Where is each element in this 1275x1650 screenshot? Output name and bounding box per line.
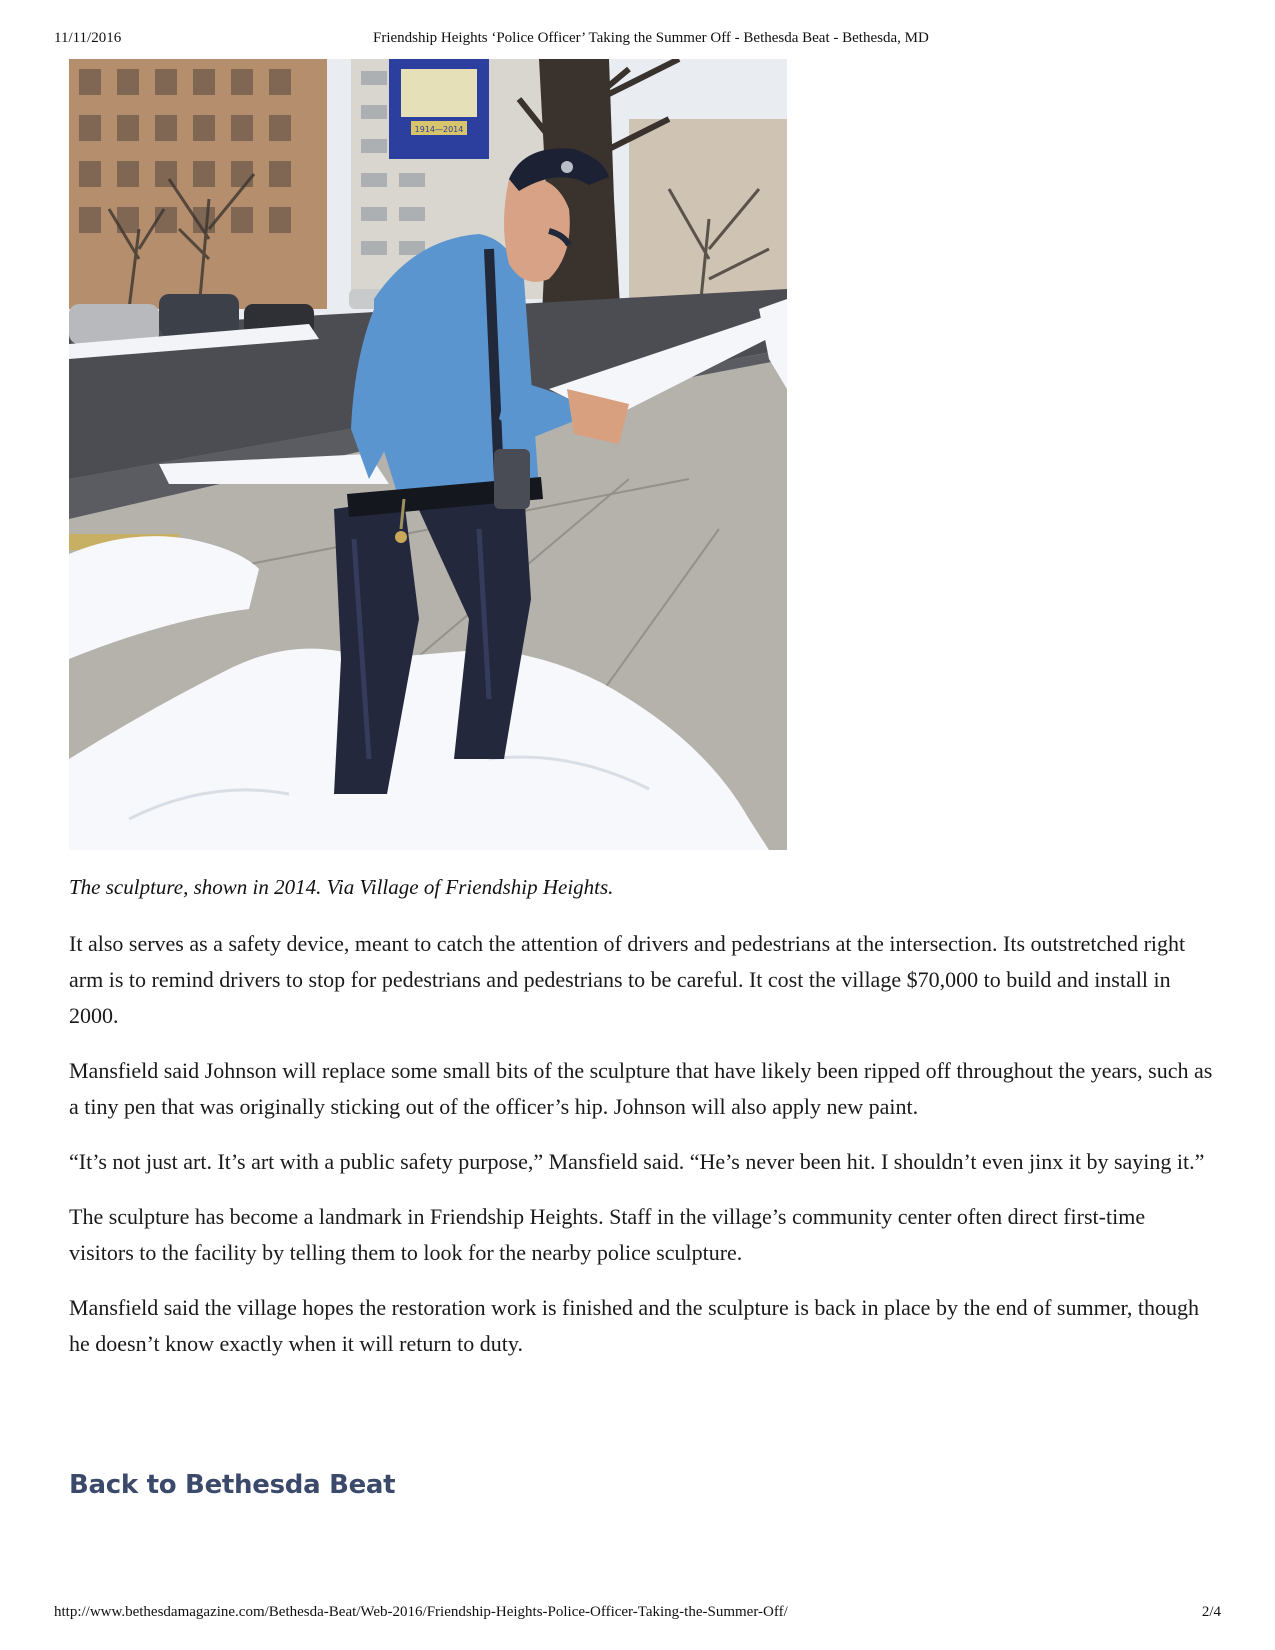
print-date: 11/11/2016 [54,30,122,46]
article-paragraph: Mansfield said the village hopes the restoration work is finished and the sculpture is back in place by the end of summer, though he doesn’t know exactly when it will return to duty. [69,1295,1200,1356]
print-url: http://www.bethesdamagazine.com/Bethesda-Beat/Web-2016/Friendship-Heights-Police-Officer-Taking-the-Summer-Off/ [54,1604,788,1620]
article-photo [69,59,787,850]
page-number: 2/4 [1201,1604,1221,1620]
article-paragraph: Mansfield said Johnson will replace some small bits of the sculpture that have likely been ripped off throughout the years, such as a tiny pen that was originally sticking out of the officer’s hip. Johnson will also apply new paint. [69,1058,1213,1119]
photo-caption: The sculpture, shown in 2014. Via Village of Friendship Heights. [69,875,614,899]
article-body [69,926,1214,1381]
banner-year-label: 1914—2014 [414,125,464,134]
article-paragraph: It also serves as a safety device, meant to catch the attention of drivers and pedestrians at the intersection. Its outstretched right arm is to remind drivers to stop for pedestrians and pedestrians to be careful. It cost the village $70,000 to build and install in 2000. [69,931,1186,1028]
article-paragraph: The sculpture has become a landmark in Friendship Heights. Staff in the village’s community center often direct first-time visitors to the facility by telling them to look for the nearby police sculpture. [69,1204,1146,1265]
back-to-bethesda-beat-link[interactable]: Back to Bethesda Beat [69,1470,396,1500]
article-paragraph: “It’s not just art. It’s art with a public safety purpose,” Mansfield said. “He’s never been hit. I shouldn’t even jinx it by saying it.” [69,1149,1205,1174]
print-header [54,30,1221,52]
print-footer [54,1604,1221,1626]
print-page-title: Friendship Heights ‘Police Officer’ Taking the Summer Off - Bethesda Beat - Bethesda, MD [373,30,929,46]
